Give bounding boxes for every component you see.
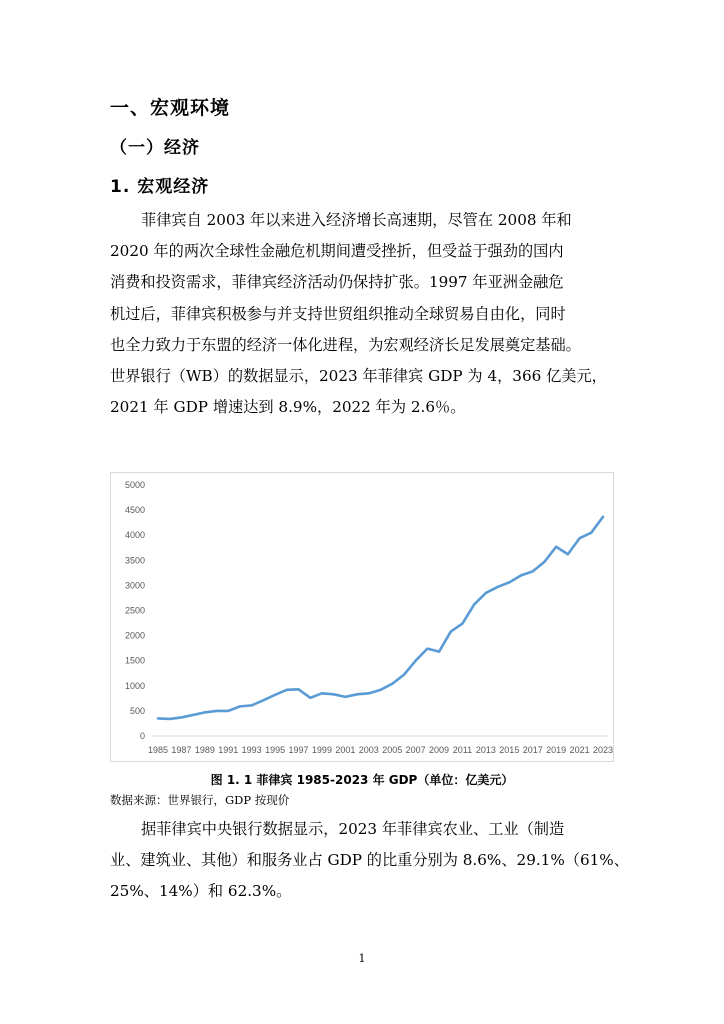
paragraph-line: 也全力致力于东盟的经济一体化进程，为宏观经济长足发展奠定基础。: [110, 335, 581, 354]
x-tick-label: 2007: [405, 745, 426, 755]
y-tick-label: 0: [139, 731, 145, 741]
y-tick-label: 3000: [124, 580, 145, 591]
x-tick-label: 2011: [452, 745, 473, 755]
y-tick-label: 1500: [124, 655, 145, 666]
body-paragraph-economy: [110, 205, 630, 423]
x-tick-label: 2015: [499, 745, 520, 755]
figure-caption: 图 1. 1 菲律宾 1985-2023 年 GDP（单位：亿美元）: [210, 773, 514, 787]
y-tick-label: 4000: [124, 530, 145, 541]
x-tick-label: 1993: [241, 745, 262, 755]
body-paragraph-sectors: [110, 814, 630, 908]
x-tick-label: 2009: [429, 745, 450, 755]
x-tick-label: 1999: [311, 745, 332, 755]
y-tick-label: 4500: [124, 505, 145, 516]
paragraph-line: 据菲律宾中央银行数据显示，2023 年菲律宾农业、工业（制造: [141, 820, 565, 838]
gdp-series-line: [158, 517, 603, 719]
paragraph-line: 消费和投资需求，菲律宾经济活动仍保持扩张。1997 年亚洲金融危: [110, 273, 564, 292]
heading-level3: 1. 宏观经济: [110, 177, 210, 197]
x-tick-label: 1995: [265, 745, 286, 755]
y-tick-label: 2500: [124, 605, 145, 616]
x-tick-label: 2001: [335, 745, 356, 755]
x-tick-label: 1985: [147, 745, 169, 755]
paragraph-line: 机过后，菲律宾积极参与并支持世贸组织推动全球贸易自由化，同时: [110, 304, 566, 323]
x-tick-label: 2017: [522, 745, 543, 755]
paragraph-line: 世界银行（WB）的数据显示，2023 年菲律宾 GDP 为 4，366 亿美元，: [110, 367, 607, 386]
x-tick-label: 2013: [475, 745, 496, 755]
x-tick-label: 2005: [382, 745, 403, 755]
paragraph-line: 业、建筑业、其他）和服务业占 GDP 的比重分别为 8.6%、29.1%（61%、: [110, 851, 629, 870]
paragraph-line: 2021 年 GDP 增速达到 8.9%，2022 年为 2.6％。: [110, 398, 466, 417]
y-tick-label: 2000: [124, 630, 145, 641]
chart-canvas: [111, 473, 615, 763]
heading-level2: （一）经济: [110, 138, 200, 158]
data-source-note: 数据来源：世界银行，GDP 按现价: [110, 793, 290, 807]
paragraph-line: 25%、14%）和 62.3%。: [110, 882, 292, 901]
x-tick-label: 2019: [546, 745, 567, 755]
heading-level1: 一、宏观环境: [110, 97, 231, 119]
x-tick-label: 2021: [569, 745, 590, 755]
y-tick-label: 500: [129, 705, 145, 716]
y-tick-label: 3500: [124, 555, 145, 566]
page-number: 1: [358, 952, 366, 965]
x-tick-label: 1987: [171, 745, 192, 755]
x-tick-label: 2023: [592, 745, 614, 755]
x-tick-label: 1989: [194, 745, 215, 755]
x-tick-label: 1997: [288, 745, 309, 755]
y-tick-label: 1000: [124, 680, 145, 691]
x-tick-label: 1991: [218, 745, 239, 755]
gdp-line-chart: [110, 472, 614, 762]
paragraph-line: 菲律宾自 2003 年以来进入经济增长高速期，尽管在 2008 年和: [141, 211, 572, 229]
x-tick-label: 2003: [358, 745, 379, 755]
y-tick-label: 5000: [124, 480, 145, 490]
paragraph-line: 2020 年的两次全球性金融危机期间遭受挫折，但受益于强劲的国内: [110, 242, 564, 261]
